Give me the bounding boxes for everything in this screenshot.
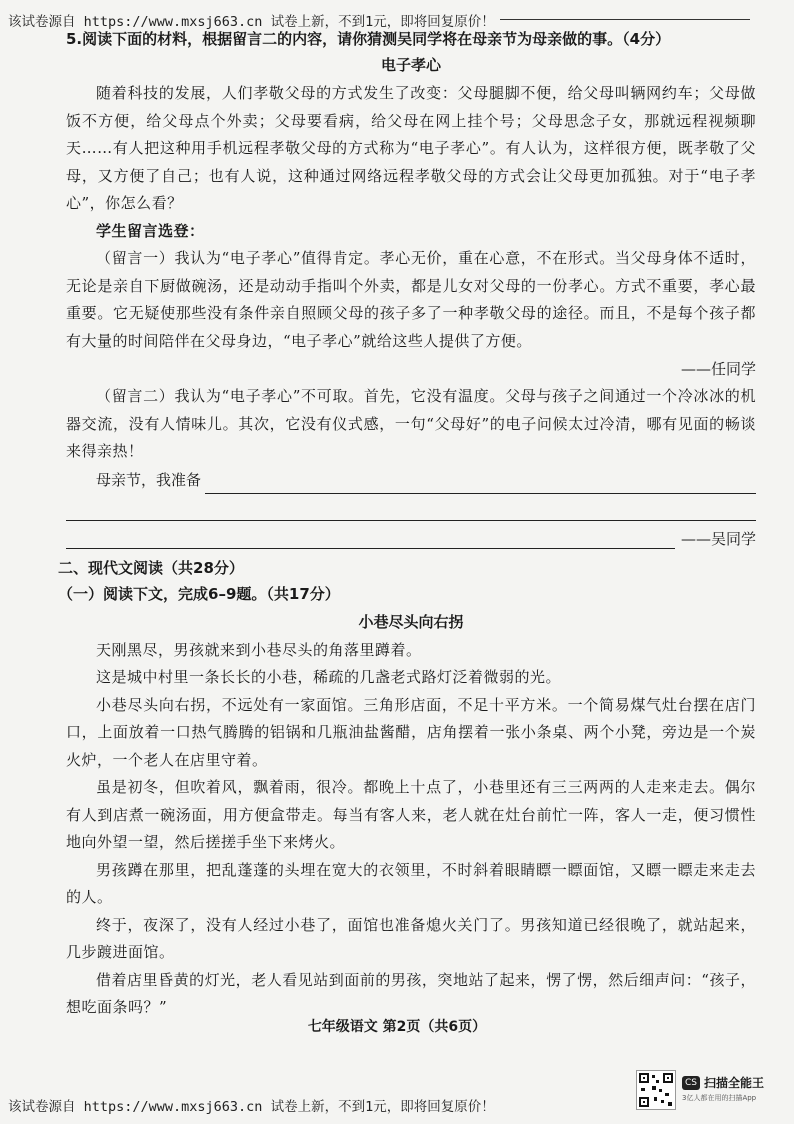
story-paragraph: 男孩蹲在那里，把乱蓬蓬的头埋在宽大的衣领里，不时斜着眼睛瞟一瞟面馆，又瞟一瞟走来走去的人。 — [66, 860, 756, 906]
signature-wu: ——吴同学 — [680, 529, 756, 548]
subsection-1-heading: （一）阅读下文，完成6–9题。（共17分） — [58, 584, 340, 603]
top-rule — [500, 19, 750, 20]
qr-code-icon — [636, 1070, 676, 1110]
scanner-name: 扫描全能王 — [704, 1076, 765, 1090]
selection-label: 学生留言选登： — [96, 221, 205, 240]
story-paragraph: 虽是初冬，但吹着风，飘着雨，很冷。都晚上十点了，小巷里还有三三两两的人走来走去。偶尔有人到店煮一碗汤面，用方便盒带走。每当有客人来，老人就在灶台前忙一阵，客人一走，便习惯性地向外望一望，然后搓搓手坐下来烤火。 — [66, 778, 756, 851]
question-5-prompt: 5.阅读下面的材料，根据留言二的内容，请你猜测吴同学将在母亲节为母亲做的事。（4分） — [66, 30, 671, 48]
story-paragraph: 天刚黑尽，男孩就来到小巷尽头的角落里蹲着。 — [96, 640, 422, 659]
story-paragraph: 小巷尽头向右拐，不远处有一家面馆。三角形店面，不足十平方米。一个简易煤气灶台摆在店门口，上面放着一口热气腾腾的铝锅和几瓶油盐酱醋，店角摆着一张小条桌、两个小凳，旁边是一个炭火炉，一个老人在店里守着。 — [66, 695, 756, 769]
section-2-heading: 二、现代文阅读（共28分） — [58, 558, 244, 577]
message-two: （留言二）我认为“电子孝心”不可取。首先，它没有温度。父母与孩子之间通过一个冷冰冰的机器交流，没有人情味儿。其次，它没有仪式感，一句“父母好”的电子问候太过冷清，哪有见面的畅谈来得亲热！ — [66, 387, 756, 460]
material-intro: 随着科技的发展，人们孝敬父母的方式发生了改变：父母腿脚不便，给父母叫辆网约车；父母做饭不方便，给父母点个外卖；父母要看病，给父母在网上挂个号；父母思念子女，那就远程视频聊天……有人把这种用手机远程孝敬父母的方式称为“电子孝心”。有人认为，这样很方便，既孝敬了父母，又方便了自己；也有人说，这种通过网络远程孝敬父母的方式会让父母更加孤独。对于“电子孝心”，你怎么看？ — [66, 84, 756, 212]
scanner-tagline: 3亿人都在用的扫描App — [682, 1094, 757, 1102]
answer-line-1 — [66, 466, 756, 494]
story-paragraph: 这是城中村里一条长长的小巷，稀疏的几盏老式路灯泛着微弱的光。 — [96, 668, 562, 686]
story-paragraph: 借着店里昏黄的灯光，老人看见站到面前的男孩，突地站了起来，愣了愣，然后细声问：“孩子，想吃面条吗？” — [66, 970, 756, 1016]
watermark-bottom: 该试卷源自 https://www.mxsj663.cn 试卷上新，不到1元，即将回复原价！ — [8, 1099, 495, 1115]
story-title: 小巷尽头向右拐 — [358, 612, 464, 631]
material-title: 电子孝心 — [380, 56, 441, 74]
page-content — [58, 28, 756, 1022]
page-footer: 七年级语文 第2页（共6页） — [307, 1019, 487, 1035]
answer-line-3 — [66, 521, 756, 549]
camscanner-logo-icon: CS — [682, 1076, 700, 1090]
scanner-brand — [682, 1074, 764, 1091]
message-one: （留言一）我认为“电子孝心”值得肯定。孝心无价，重在心意，不在形式。当父母身体不适时，无论是亲自下厨做碗汤，还是动动手指叫个外卖，都是儿女对父母的一份孝心。方式不重要，孝心最重要。它无疑使那些没有条件亲自照顾父母的孩子多了一种孝敬父母的途径。而且，不是每个孩子都有大量的时间陪伴在父母身边，“电子孝心”就给这些人提供了方便。 — [66, 249, 756, 350]
answer-blank-1[interactable] — [205, 473, 756, 494]
answer-blank-3[interactable] — [66, 528, 675, 549]
story-paragraph: 终于，夜深了，没有人经过小巷了，面馆也准备熄火关门了。男孩知道已经很晚了，就站起来，几步踱进面馆。 — [66, 915, 756, 961]
signature-ren: ——任同学 — [680, 360, 756, 378]
answer-blank-2[interactable] — [66, 494, 756, 521]
watermark-top: 该试卷源自 https://www.mxsj663.cn 试卷上新，不到1元，即将回复原价！ — [8, 14, 495, 30]
answer-prefix: 母亲节，我准备 — [96, 470, 202, 489]
